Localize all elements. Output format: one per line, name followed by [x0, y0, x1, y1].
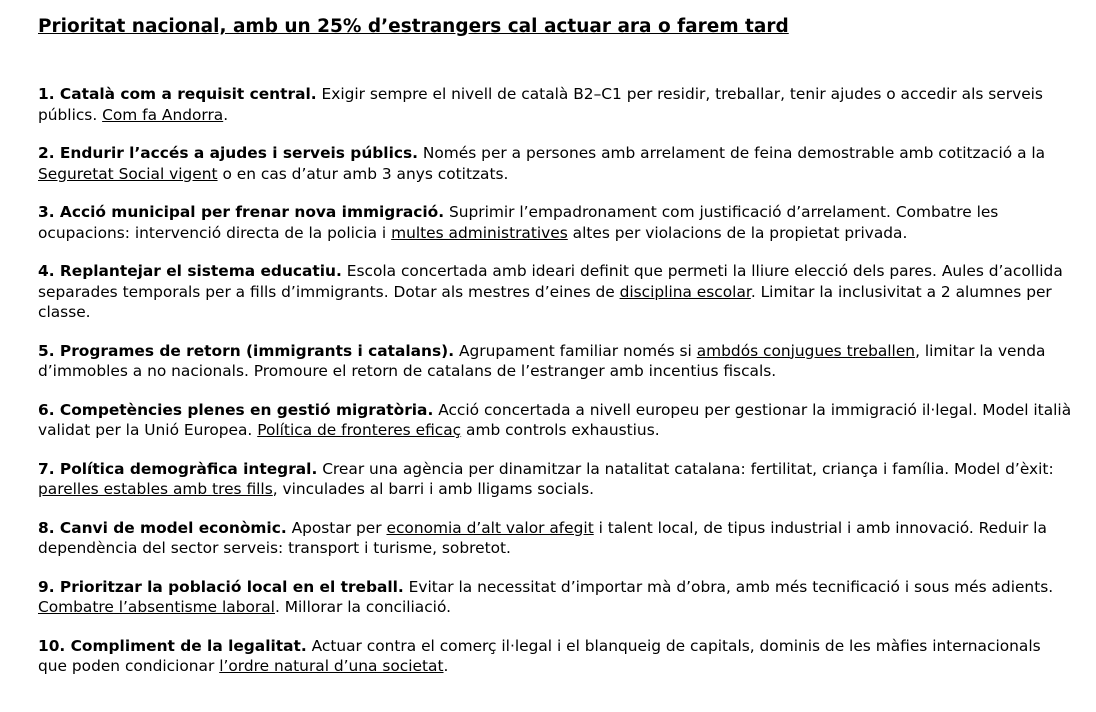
item-text: . Millorar la conciliació.	[274, 598, 451, 616]
item-text: . Limitar la inclusivitat a 2 alumnes per classe.	[38, 282, 1052, 321]
item-heading: 1. Català com a requisit central.	[38, 85, 317, 103]
list-item-9	[38, 577, 1072, 618]
item-link[interactable]: l’ordre natural d’una societat	[219, 657, 444, 675]
item-link[interactable]: multes administratives	[391, 223, 568, 242]
list-item-5	[38, 341, 1072, 382]
item-heading: 6. Competències plenes en gestió migratòria.	[38, 400, 434, 419]
item-link[interactable]: parelles estables amb tres fills	[38, 480, 273, 498]
list-item-1	[38, 84, 1072, 125]
item-text: altes per violacions de la propietat privada.	[567, 223, 908, 242]
list-item-10	[38, 636, 1072, 677]
item-text: amb controls exhaustius.	[461, 421, 660, 439]
item-heading: 9. Prioritzar la població local en el treball.	[38, 577, 404, 596]
item-heading: 4. Replantejar el sistema educatiu.	[38, 262, 342, 280]
item-link[interactable]: ambdós conjugues treballen	[696, 341, 916, 360]
list-item-7	[38, 459, 1072, 500]
item-heading: 10. Compliment de la legalitat.	[38, 636, 307, 655]
item-link[interactable]: Com fa Andorra	[102, 105, 224, 124]
item-heading: 5. Programes de retorn (immigrants i catalans).	[38, 341, 455, 360]
item-heading: 8. Canvi de model econòmic.	[38, 518, 287, 537]
item-link[interactable]: Política de fronteres eficaç	[257, 421, 462, 439]
item-text: Crear una agència per dinamitzar la natalitat catalana: fertilitat, criança i família. Model d’èxit:	[317, 459, 1054, 478]
item-link[interactable]: Seguretat Social vigent	[38, 164, 218, 183]
list-item-8	[38, 518, 1072, 559]
list-item-6	[38, 400, 1072, 441]
item-text: Escola concertada amb ideari definit que permeti la lliure elecció dels pares. Aules d’acollida separades temporals per a fills d’immigrants. Dotar als mestres d’eines de	[38, 262, 1063, 301]
item-text: Només per a persones amb arrelament de feina demostrable amb cotització a la	[417, 144, 1046, 162]
item-heading: 7. Política demogràfica integral.	[38, 459, 318, 478]
item-text: .	[443, 657, 449, 675]
item-text: , vinculades al barri i amb lligams socials.	[272, 480, 595, 498]
item-text: i talent local, de tipus industrial i amb innovació. Reduir la dependència del sector serveis: transport i turisme, sobretot.	[38, 518, 1047, 557]
list-item-2	[38, 143, 1072, 184]
item-heading: 3. Acció municipal per frenar nova immigració.	[38, 203, 445, 221]
item-heading: 2. Endurir l’accés a ajudes i serveis públics.	[38, 144, 418, 162]
item-text: Suprimir l’empadronament com justificació d’arrelament. Combatre les ocupacions: intervenció directa de la policia i	[38, 203, 999, 242]
list-item-4	[38, 261, 1072, 323]
item-text: Acció concertada a nivell europeu per gestionar la immigració il·legal. Model italià validat per la Unió Europea.	[38, 400, 1072, 439]
item-text: Exigir sempre el nivell de català B2–C1 per residir, treballar, tenir ajudes o accedir als serveis públics.	[38, 85, 1043, 124]
item-text: Apostar per	[286, 518, 387, 537]
item-link[interactable]: disciplina escolar	[619, 282, 751, 301]
item-text: Evitar la necessitat d’importar mà d’obra, amb més tecnificació i sous més adients.	[403, 577, 1054, 596]
item-text: .	[223, 105, 229, 124]
item-link[interactable]: economia d’alt valor afegit	[386, 518, 594, 537]
item-text: Actuar contra el comerç il·legal i el blanqueig de capitals, dominis de les màfies internacionals que poden condicionar	[38, 636, 1041, 675]
item-text: Agrupament familiar només si	[454, 341, 697, 360]
item-text: , limitar la venda d’immobles a no nacionals. Promoure el retorn de catalans de l’estranger amb incentius fiscals.	[38, 341, 1046, 380]
priority-list	[38, 84, 1072, 677]
item-text: o en cas d’atur amb 3 anys cotitzats.	[217, 164, 509, 183]
list-item-3	[38, 202, 1072, 243]
document-title: Prioritat nacional, amb un 25% d’estrangers cal actuar ara o farem tard	[38, 16, 789, 37]
item-link[interactable]: Combatre l’absentisme laboral	[38, 598, 275, 616]
